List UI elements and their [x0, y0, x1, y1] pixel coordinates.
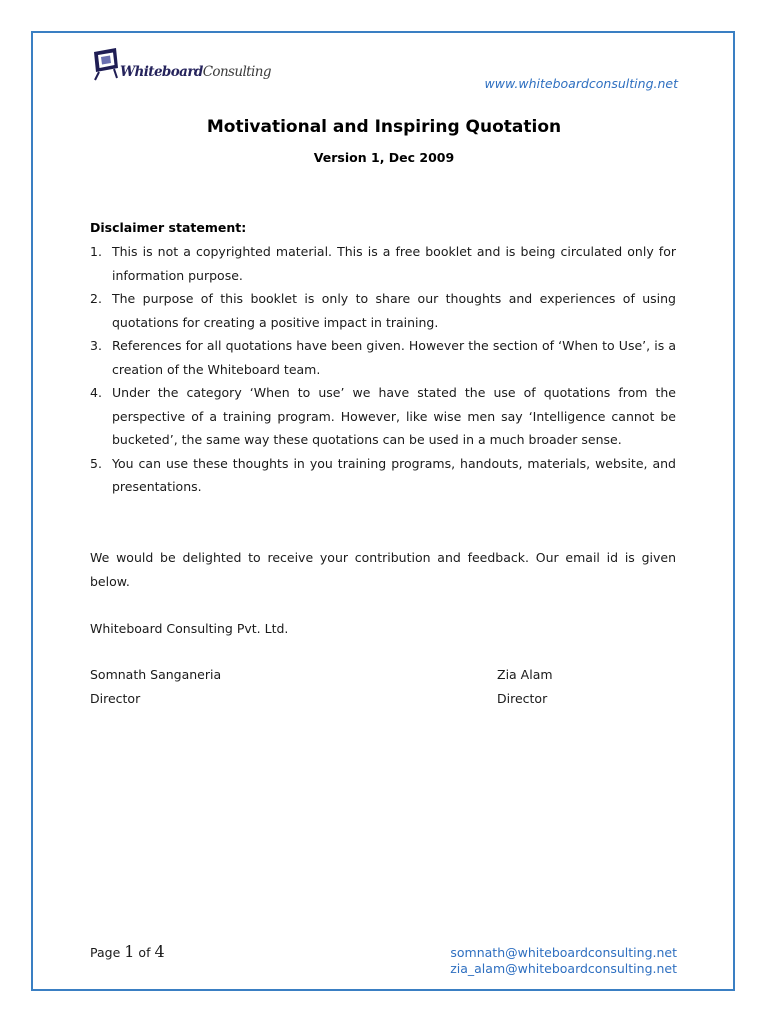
- signatory-title: Director: [90, 690, 141, 706]
- logo-wordmark-bold: Whiteboard: [120, 64, 203, 80]
- feedback-paragraph: We would be delighted to receive your contribution and feedback. Our email id is given below.: [90, 550, 676, 589]
- list-item-text: The purpose of this booklet is only to share our thoughts and experiences of using quotations for creating a positive impact in training.: [112, 291, 676, 330]
- list-item: [90, 287, 676, 334]
- disclaimer-heading: Disclaimer statement:: [90, 220, 247, 235]
- page-label: Page: [90, 945, 121, 960]
- logo-wordmark-regular: Consulting: [202, 64, 271, 80]
- list-item-text: References for all quotations have been given. However the section of ‘When to Use’, is a creation of the Whiteboard team.: [112, 338, 676, 377]
- company-name: Whiteboard Consulting Pvt. Ltd.: [90, 621, 289, 636]
- document-version: Version 1, Dec 2009: [313, 150, 455, 165]
- list-item-number: 4.: [90, 385, 102, 400]
- page-total: 4: [154, 942, 165, 961]
- website-link[interactable]: www.whiteboardconsulting.net: [484, 76, 678, 91]
- list-item: [90, 381, 676, 452]
- footer-emails: [450, 945, 677, 977]
- list-item-text: This is not a copyrighted material. This is a free booklet and is being circulated only for information purpose.: [112, 244, 676, 283]
- list-item-text: Under the category ‘When to use’ we have stated the use of quotations from the perspective of a training program. However, like wise men say ‘Intelligence cannot be bucketed’, the same way these quotations can be used in a much broader sense.: [112, 385, 676, 447]
- list-item: [90, 240, 676, 287]
- list-item-number: 2.: [90, 291, 102, 306]
- list-item-number: 5.: [90, 455, 102, 471]
- company-logo: [90, 46, 271, 86]
- page-border: [31, 31, 735, 991]
- page-number: [90, 942, 165, 961]
- logo-wordmark: [120, 64, 271, 80]
- disclaimer-list: [90, 240, 676, 499]
- signatory-name: Somnath Sanganeria: [90, 667, 222, 682]
- email-link[interactable]: somnath@whiteboardconsulting.net: [450, 945, 677, 960]
- email-link[interactable]: zia_alam@whiteboardconsulting.net: [450, 961, 677, 976]
- list-item: [90, 334, 676, 381]
- list-item-number: 1.: [90, 244, 102, 259]
- signatory-left: [90, 663, 221, 710]
- document-title: Motivational and Inspiring Quotation: [206, 117, 562, 137]
- signatory-title: Director: [497, 690, 548, 706]
- signatory-name: Zia Alam: [497, 667, 553, 682]
- list-item: [90, 452, 676, 499]
- board-icon: [90, 46, 122, 82]
- signatory-right: [497, 663, 553, 710]
- page-current: 1: [124, 942, 135, 961]
- list-item-text: You can use these thoughts in you training programs, handouts, materials, website, and presentations.: [112, 455, 676, 494]
- list-item-number: 3.: [90, 338, 102, 353]
- page-of: of: [138, 945, 151, 960]
